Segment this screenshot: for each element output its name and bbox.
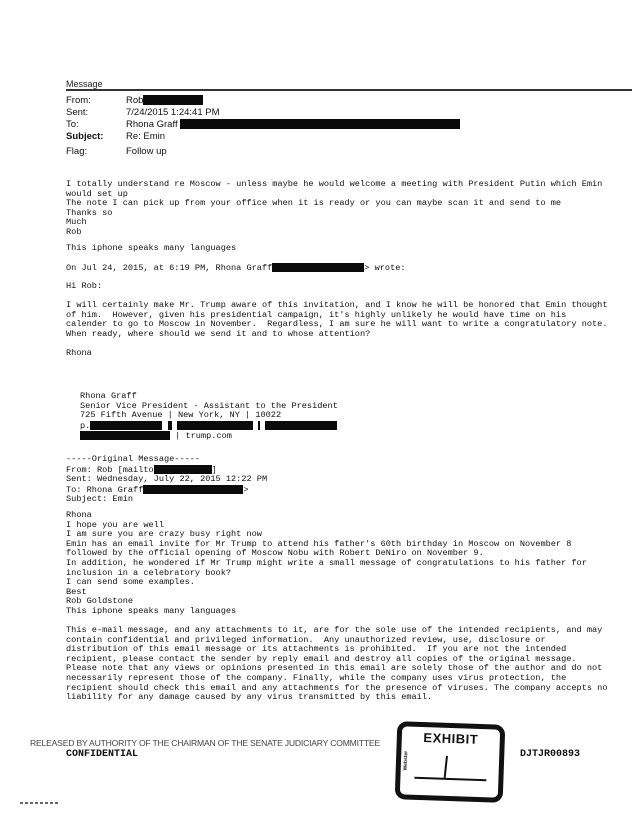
rhona-signature: Rhona Graff Senior Vice President - Assistant to the President 725 Fifth Avenue | New York, NY | 10022 p. | trump.com (80, 391, 338, 441)
to-label: To: (66, 119, 79, 130)
confidential-label: CONFIDENTIAL (66, 749, 139, 760)
original-message-header: -----Original Message----- From: Rob [mailto ] Sent: Wednesday, July 22, 2015 12:22 PM To: Rhona Graff > Subject: Emin (66, 454, 268, 504)
rhona-message: I will certainly make Mr. Trump aware of this invitation, and I know he will be honored that Emin thought of him. However, given his presidential campaign, it's highly unlikely he would have time on his calender to go to Moscow in November. Regardless, I am sure he will want to write a congratulatory note. When ready, where should we send it and to whose attention? (66, 300, 608, 339)
redaction (272, 263, 364, 272)
original-iphone-signature: This iphone speaks many languages (66, 606, 237, 616)
flag-value: Follow up (126, 146, 167, 157)
redaction (143, 485, 243, 494)
exhibit-stamp (395, 721, 506, 803)
iphone-signature: This iphone speaks many languages (66, 243, 237, 253)
redaction (168, 421, 172, 430)
subject-value: Re: Emin (126, 131, 166, 142)
flag-label: Flag: (66, 146, 88, 157)
disclaimer: This e-mail message, and any attachments to it, are for the sole use of the intended recipients, and may contain confidential and privileged information. Any unauthorized review, use, disclosure or distribution of this email message or its attachments is prohibited. If you are not the intended recipient, please contact the sender by reply email and destroy all copies of the original message. Please note that any views or opinions presented in this email are solely those of the author and do not necessarily represent those of the company. Finally, while the company uses virus protection, the recipient should check this email and any attachments for the presence of viruses. The company accepts no liability for any damage caused by any virus transmitted by this email. (66, 625, 608, 703)
bates-number: DJTJR00893 (520, 749, 581, 760)
quote-intro: On Jul 24, 2015, at 6:19 PM, Rhona Graff > wrote: (66, 262, 406, 273)
redaction (80, 431, 170, 440)
redaction (143, 95, 203, 105)
greeting: Hi Rob: (66, 281, 103, 291)
redaction (177, 421, 253, 430)
exhibit-title: EXHIBIT (423, 730, 479, 747)
exhibit-number-mark (444, 756, 448, 778)
redaction (90, 421, 162, 430)
rhona-signoff: Rhona (66, 348, 92, 358)
sent-value: 7/24/2015 1:24:41 PM (126, 107, 220, 118)
scan-artifact (20, 802, 58, 804)
header-rule (66, 89, 632, 91)
from-label: From: (66, 95, 91, 106)
subject-label: Subject: (66, 131, 104, 142)
to-value: Rhona Graff (126, 119, 460, 130)
original-message-body: Rhona I hope you are well I am sure you are crazy busy right now Emin has an email invite for Mr Trump to attend his father's 60th birthday in Moscow on November 8 followed by the official opening of Moscow Nobu with Robert DeNiro on November 9. In addition, he wondered if Mr Trump might write a small message of congratulations to his father for inclusion in a celebratory book? I can send some examples. Best Rob Goldstone (66, 510, 587, 607)
exhibit-brand: Webster (402, 750, 410, 771)
redaction (258, 421, 260, 430)
message-title: Message (66, 79, 103, 89)
redaction (265, 421, 337, 430)
exhibit-line (414, 777, 486, 781)
from-value: Rob (126, 95, 203, 106)
redaction (154, 465, 212, 474)
sent-label: Sent: (66, 107, 89, 118)
release-notice: RELEASED BY AUTHORITY OF THE CHAIRMAN OF THE SENATE JUDICIARY COMMITTEE (30, 738, 380, 748)
reply-body: I totally understand re Moscow - unless maybe he would welcome a meeting with President Putin which Emin would set up The note I can pick up from your office when it is ready or you can maybe scan it and send to me Thanks so Much Rob (66, 179, 603, 237)
redaction (180, 119, 460, 129)
